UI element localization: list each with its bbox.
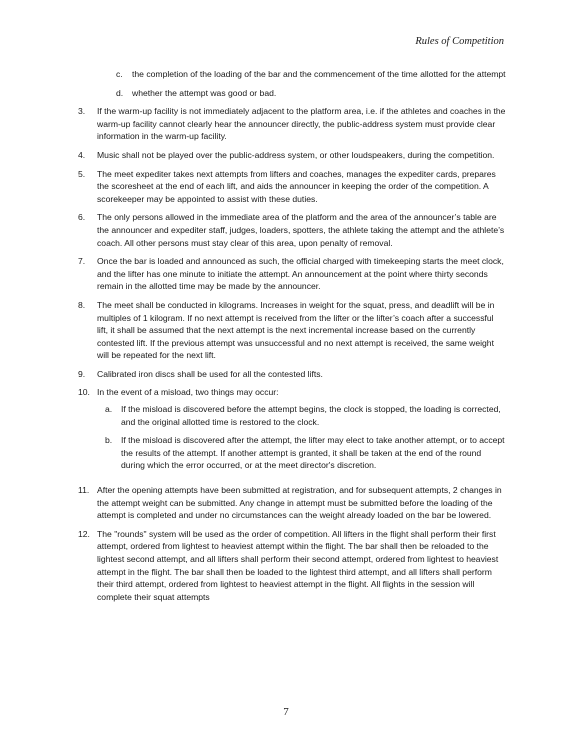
rule-text: In the event of a misload, two things may occur:: [97, 387, 279, 398]
list-text: If the misload is discovered after the attempt, the lifter may elect to take another attempt, or to accept the results of the attempt. If another attempt is granted, it shall be taken at the end of the round during which the error occurred, or at the meet director's discretion.: [121, 435, 505, 471]
rule-text: Music shall not be played over the public-address system, or other loudspeakers, during the competition.: [97, 149, 495, 160]
rule-item-4: [78, 149, 506, 162]
list-marker: c.: [116, 69, 123, 79]
rule-number: 6.: [78, 212, 86, 223]
rule-text: If the warm-up facility is not immediately adjacent to the platform area, i.e. if the athletes and coaches in the warm-up facility cannot clearly hear the announcer directly, the public-address system must provide clear information in the warm-up facility.: [97, 106, 506, 142]
rule-number: 12.: [78, 528, 90, 539]
rule-item-3: [78, 105, 506, 143]
list-item-d: [78, 87, 506, 100]
rule-text: The only persons allowed in the immediate area of the platform and the area of the announcer’s table are the announcer and expediter staff, judges, loaders, spotters, the athlete taking the attempt and the athlete’s coach. All other persons must stay clear of this area, upon penalty of removal.: [97, 212, 505, 248]
list-text: the completion of the loading of the bar and the commencement of the time allotted for the attempt: [132, 69, 506, 79]
list-item-b: [105, 434, 506, 472]
running-header: Rules of Competition: [415, 36, 504, 47]
rule-item-5: [78, 168, 506, 206]
list-marker: d.: [116, 87, 124, 98]
rule-item-6: [78, 211, 506, 249]
rule-text: The meet expediter takes next attempts from lifters and coaches, manages the expediter cards, prepares the scoresheet at the end of each lift, and aids the announcer in keeping the order of the competition. A scorekeeper may be appointed to assist with these duties.: [97, 168, 496, 204]
rule-text: Once the bar is loaded and announced as such, the official charged with timekeeping starts the meet clock, and the lifter has one minute to initiate the attempt. An announcement at the point where thirty seconds remain in the allotted time may be made by the announcer.: [97, 256, 504, 292]
rule-item-9: [78, 368, 506, 381]
rule-item-10: [78, 386, 506, 478]
rule-item-8: [78, 299, 506, 362]
rule-item-12: [78, 528, 506, 604]
page-number: 7: [283, 706, 289, 718]
rule-text: The meet shall be conducted in kilograms. Increases in weight for the squat, press, and deadlift will be in multiples of 1 kilogram. If no next attempt is received from the lifter or the lifter’s coach after a successful lift, it shall be assumed that the next attempt is the next incremental increase based on the currently contested lift. If the previous attempt was unsuccessful and no next attempt is received, the same weight will be repeated for the next lift.: [97, 299, 495, 361]
list-text: If the misload is discovered before the attempt begins, the clock is stopped, the loading is corrected, and the original allotted time is restored to the clock.: [121, 404, 501, 427]
list-text: whether the attempt was good or bad.: [132, 87, 277, 98]
rule-text: After the opening attempts have been submitted at registration, and for subsequent attempts, 2 changes in the attempt weight can be submitted. Any change in attempt must be submitted before the loading of the attempt is completed and under no circumstances can the weight already loaded on the bar be lowered.: [97, 485, 502, 521]
rule-number: 8.: [78, 299, 86, 310]
rule-number: 11.: [78, 485, 90, 496]
rules-body: [78, 68, 506, 609]
rule-number: 3.: [78, 106, 86, 117]
rule-item-7: [78, 255, 506, 293]
list-item-c: [78, 68, 506, 81]
rule-body: [97, 386, 506, 478]
sublist: [97, 403, 506, 472]
list-marker: b.: [105, 435, 113, 446]
rule-number: 5.: [78, 168, 86, 179]
rule-text: The "rounds" system will be used as the order of competition. All lifters in the flight shall perform their first attempt, ordered from lightest to heaviest attempt within the flight. The bar shall then be reloaded to the lightest second attempt, and all lifters shall perform their second attempt, ordered from lightest to heaviest attempt in the flight. The bar shall then be loaded to the lightest third attempt, and all lifters shall perform their third attempt, ordered from lightest to heaviest attempt in the flight. All flights in the session will complete their squat attempts: [97, 528, 499, 602]
rule-number: 10.: [78, 387, 90, 398]
rule-text: Calibrated iron discs shall be used for all the contested lifts.: [97, 368, 323, 379]
rule-number: 4.: [78, 149, 86, 160]
rule-number: 7.: [78, 256, 86, 267]
rule-item-11: [78, 484, 506, 522]
rule-number: 9.: [78, 368, 86, 379]
list-marker: a.: [105, 404, 113, 415]
list-item-a: [105, 403, 506, 428]
